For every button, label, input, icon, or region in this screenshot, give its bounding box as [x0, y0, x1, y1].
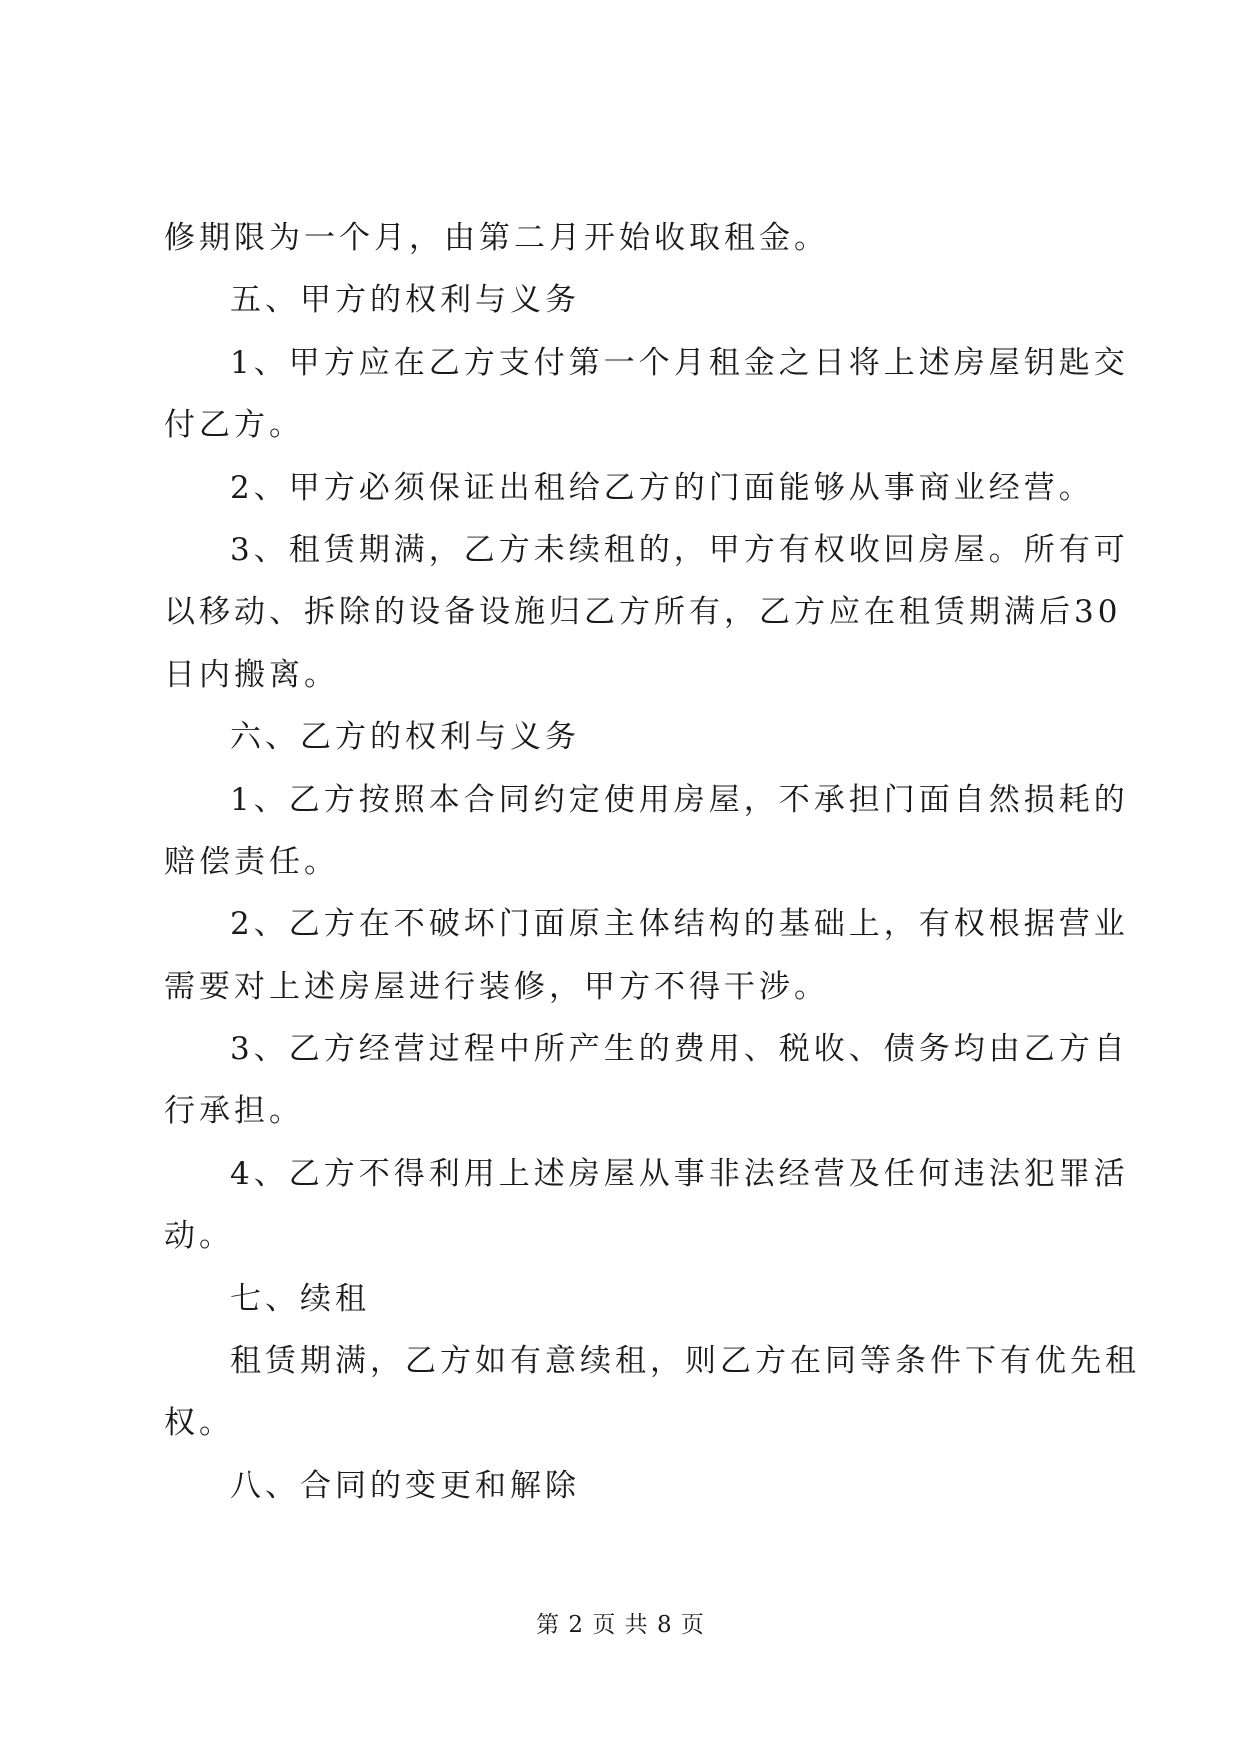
section-heading: 八、合同的变更和解除 — [230, 1467, 580, 1504]
body-line: 1、甲方应在乙方支付第一个月租金之日将上述房屋钥匙交 — [230, 344, 1129, 381]
body-line: 日内搬离。 — [164, 656, 339, 693]
section-heading: 五、甲方的权利与义务 — [230, 282, 580, 319]
document-body — [164, 207, 1140, 1517]
section-heading: 六、乙方的权利与义务 — [230, 719, 580, 756]
body-line: 3、租赁期满，乙方未续租的，甲方有权收回房屋。所有可 — [230, 531, 1129, 568]
body-line: 赔偿责任。 — [164, 843, 339, 880]
body-line: 租赁期满，乙方如有意续租，则乙方在同等条件下有优先租 — [230, 1343, 1140, 1380]
body-line: 行承担。 — [164, 1093, 304, 1130]
body-line: 修期限为一个月，由第二月开始收取租金。 — [164, 220, 829, 256]
body-line: 2、乙方在不破坏门面原主体结构的基础上，有权根据营业 — [230, 906, 1129, 943]
body-line: 动。 — [164, 1218, 234, 1255]
section-heading: 七、续租 — [230, 1280, 370, 1317]
body-line: 1、乙方按照本合同约定使用房屋，不承担门面自然损耗的 — [230, 781, 1129, 818]
body-line: 需要对上述房屋进行装修，甲方不得干涉。 — [164, 968, 829, 1005]
body-line: 3、乙方经营过程中所产生的费用、税收、债务均由乙方自 — [230, 1031, 1129, 1068]
body-line: 付乙方。 — [164, 407, 304, 444]
body-line: 2、甲方必须保证出租给乙方的门面能够从事商业经营。 — [230, 469, 1094, 506]
body-line: 以移动、拆除的设备设施归乙方所有，乙方应在租赁期满后30 — [164, 594, 1122, 631]
body-line: 权。 — [164, 1405, 234, 1442]
body-line: 4、乙方不得利用上述房屋从事非法经营及任何违法犯罪活 — [230, 1155, 1129, 1192]
page-number-footer: 第 2 页 共 8 页 — [536, 1612, 705, 1638]
